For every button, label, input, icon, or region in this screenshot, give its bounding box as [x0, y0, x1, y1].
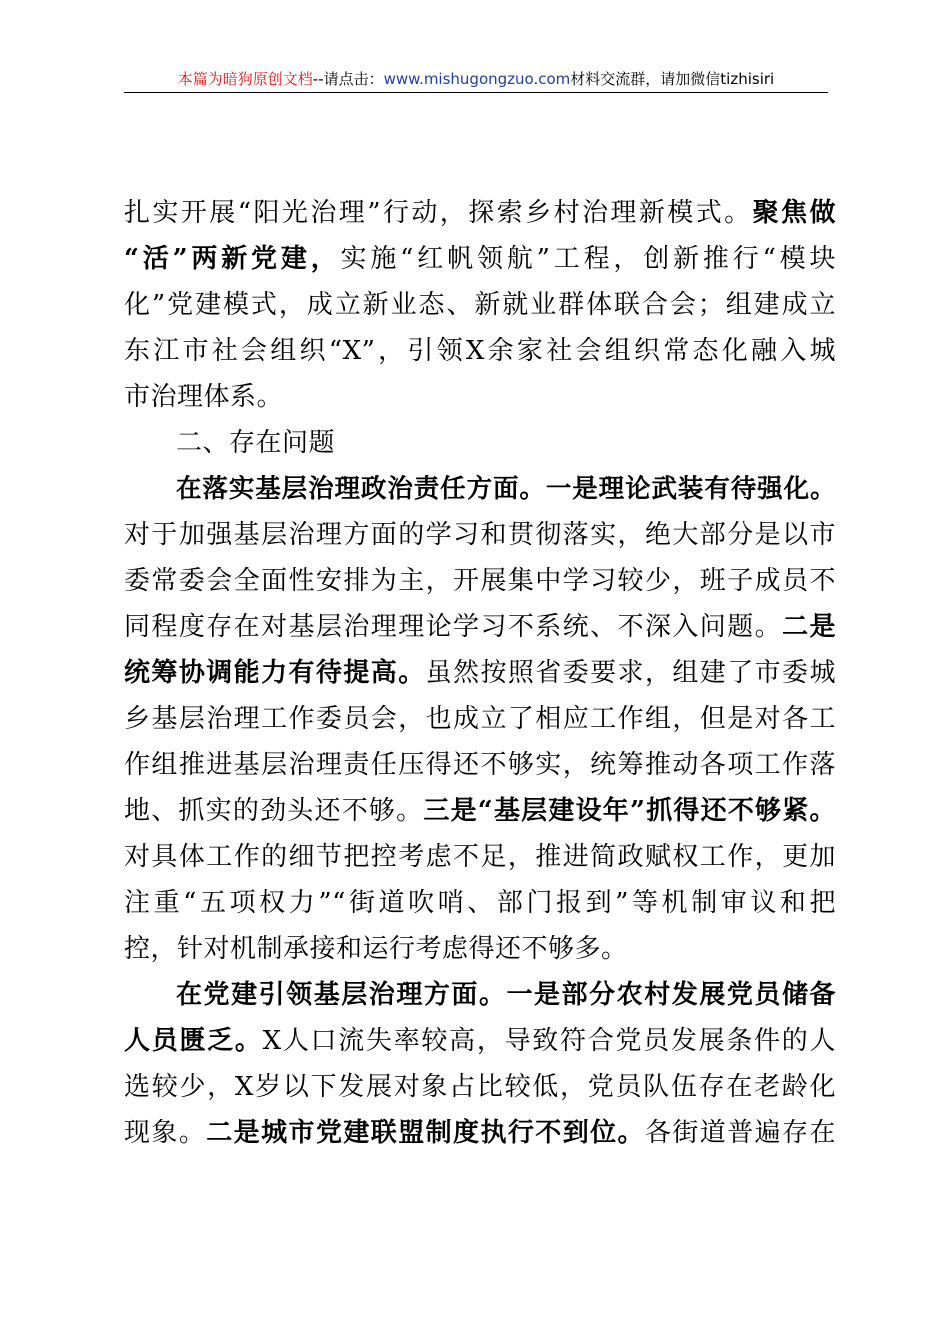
text-line-16: 注重“五项权力”“街道吹哨、部门报到”等机制审议和把 — [124, 888, 836, 918]
text-line-1: 扎实开展“阳光治理”行动，探索乡村治理新模式。聚焦做 — [124, 198, 836, 228]
header-original-doc-text: 本篇为暗狗原创文档 — [177, 70, 313, 88]
text-line-17: 控，针对机制承接和运行考虑得还不够多。 — [124, 934, 628, 964]
text-line-3: 化”党建模式，成立新业态、新就业群体联合会；组建成立 — [124, 290, 836, 320]
text-line-20: 选较少，X岁以下发展对象占比较低，党员队伍存在老龄化 — [124, 1072, 836, 1102]
text-line-4: 东江市社会组织“X”，引领X余家社会组织常态化融入城 — [124, 336, 836, 366]
text-line-8: 对于加强基层治理方面的学习和贯彻落实，绝大部分是以市 — [124, 520, 836, 550]
header-website-link[interactable]: www.mishugongzuo.com — [383, 70, 571, 88]
text-line-18: 在党建引领基层治理方面。一是部分农村发展党员储备 — [176, 980, 836, 1010]
section-heading: 二、存在问题 — [176, 428, 336, 458]
text-line-5: 市治理体系。 — [124, 382, 284, 412]
text-line-21: 现象。二是城市党建联盟制度执行不到位。各街道普遍存在 — [124, 1118, 836, 1148]
page-header — [124, 66, 828, 93]
header-click-text: --请点击： — [312, 70, 384, 88]
text-line-11: 统筹协调能力有待提高。虽然按照省委要求，组建了市委城 — [124, 658, 836, 688]
text-line-9: 委常委会全面性安排为主，开展集中学习较少，班子成员不 — [124, 566, 836, 596]
header-group-text: 材料交流群，请加微信 — [570, 70, 721, 88]
text-line-19: 人员匮乏。X人口流失率较高，导致符合党员发展条件的人 — [124, 1026, 836, 1056]
text-line-10: 同程度存在对基层治理理论学习不系统、不深入问题。二是 — [124, 612, 836, 642]
text-line-7: 在落实基层治理政治责任方面。一是理论武装有待强化。 — [176, 474, 836, 504]
text-line-14: 地、抓实的劲头还不够。三是“基层建设年”抓得还不够紧。 — [124, 796, 836, 826]
text-line-13: 作组推进基层治理责任压得还不够实，统筹推动各项工作落 — [124, 750, 836, 780]
text-line-2: “活”两新党建，实施“红帆领航”工程，创新推行“模块 — [124, 244, 836, 274]
text-line-12: 乡基层治理工作委员会，也成立了相应工作组，但是对各工 — [124, 704, 836, 734]
header-wechat-id: tizhisiri — [720, 70, 775, 88]
text-line-15: 对具体工作的细节把控考虑不足，推进简政赋权工作，更加 — [124, 842, 836, 872]
